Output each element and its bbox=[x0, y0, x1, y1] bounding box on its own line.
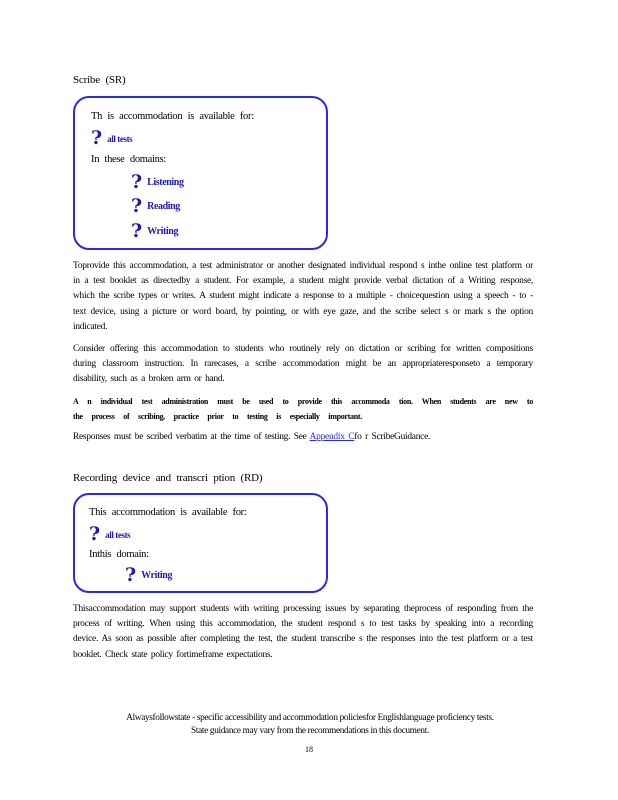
domains-intro: In these domains: bbox=[91, 154, 166, 165]
footer-line-2: State guidance may vary from the recommendations in this document. bbox=[191, 725, 429, 735]
scribe-practice-note: A n individual test administration must be used to provide this accommoda tion. When students are new to the process of scribing, practice prior to testing is especially important. bbox=[73, 397, 533, 421]
footer-line-1: Alwaysfollowstate - specific accessibility and accommodation policiesfor Englishlanguage proficiency tests. bbox=[126, 712, 494, 722]
question-mark-bullet-icon: ? bbox=[125, 564, 137, 586]
appendix-c-link[interactable]: Appendix C bbox=[309, 432, 355, 442]
scribe-consider-paragraph: Consider offering this accommodation to students who routinely rely on dictation or scribing for written compositions during classroom instruction. In rarecases, a scribe accommodation might be an appropriateresponseto a temporary disability, such as a broken arm or hand. bbox=[73, 344, 533, 385]
page-number: 18 bbox=[305, 745, 313, 754]
question-mark-bullet-icon: ? bbox=[131, 171, 143, 193]
bullet-domain-listening bbox=[131, 173, 184, 192]
availability-box-scribe bbox=[73, 96, 328, 250]
scribe-guidance-text: fo r ScribeGuidance. bbox=[354, 432, 431, 442]
availability-intro: Th is accommodation is available for: bbox=[91, 111, 254, 122]
question-mark-bullet-icon: ? bbox=[89, 523, 101, 545]
bullet-domain-writing bbox=[125, 566, 172, 585]
bullet-domain-writing bbox=[131, 222, 178, 241]
bullet-all-tests bbox=[91, 129, 132, 148]
domain-label: Writing bbox=[147, 226, 179, 237]
bullet-domain-reading bbox=[131, 197, 180, 216]
recording-description-paragraph: Thisaccommodation may support students with writing processing issues by separating theprocess of responding from the process of writing. When using this accommodation, the student respond s to test tasks by speaking into a recording device. As soon as possible after completing the test, the student transcribe s the responses into the test platform or a test booklet. Check state policy fortimeframe expectations. bbox=[73, 604, 533, 660]
question-mark-bullet-icon: ? bbox=[131, 220, 143, 242]
domain-label: Listening bbox=[147, 177, 184, 188]
verbatim-text: Responses must be scribed verbatim at the time of testing. See bbox=[73, 432, 307, 442]
availability-intro: This accommodation is available for: bbox=[89, 507, 247, 518]
bullet-all-tests bbox=[89, 525, 130, 544]
section-heading-recording-device: Recording device and transcri ption (RD) bbox=[73, 472, 263, 484]
section-heading-scribe: Scribe (SR) bbox=[73, 74, 126, 86]
domain-label: Writing bbox=[141, 570, 173, 581]
footer-note bbox=[70, 711, 550, 737]
domain-intro: Inthis domain: bbox=[89, 549, 149, 560]
all-tests-label: all tests bbox=[105, 529, 131, 540]
availability-box-recording bbox=[73, 493, 328, 593]
scribe-verbatim-paragraph bbox=[73, 430, 533, 445]
question-mark-bullet-icon: ? bbox=[91, 127, 103, 149]
domain-label: Reading bbox=[147, 201, 180, 212]
scribe-description-paragraph: Toprovide this accommodation, a test administrator or another designated individual respond s inthe online test platform or in a test booklet as directedby a student. For example, a student might provide verbal dictation of a Writing response, which the scribe types or writes. A student might indicate a response to a multiple - choicequestion using a speech - to - text device, using a picture or word board, by pointing, or with eye gaze, and the scribe select s or mark s the option indicated. bbox=[73, 261, 533, 332]
all-tests-label: all tests bbox=[107, 133, 133, 144]
question-mark-bullet-icon: ? bbox=[131, 195, 143, 217]
